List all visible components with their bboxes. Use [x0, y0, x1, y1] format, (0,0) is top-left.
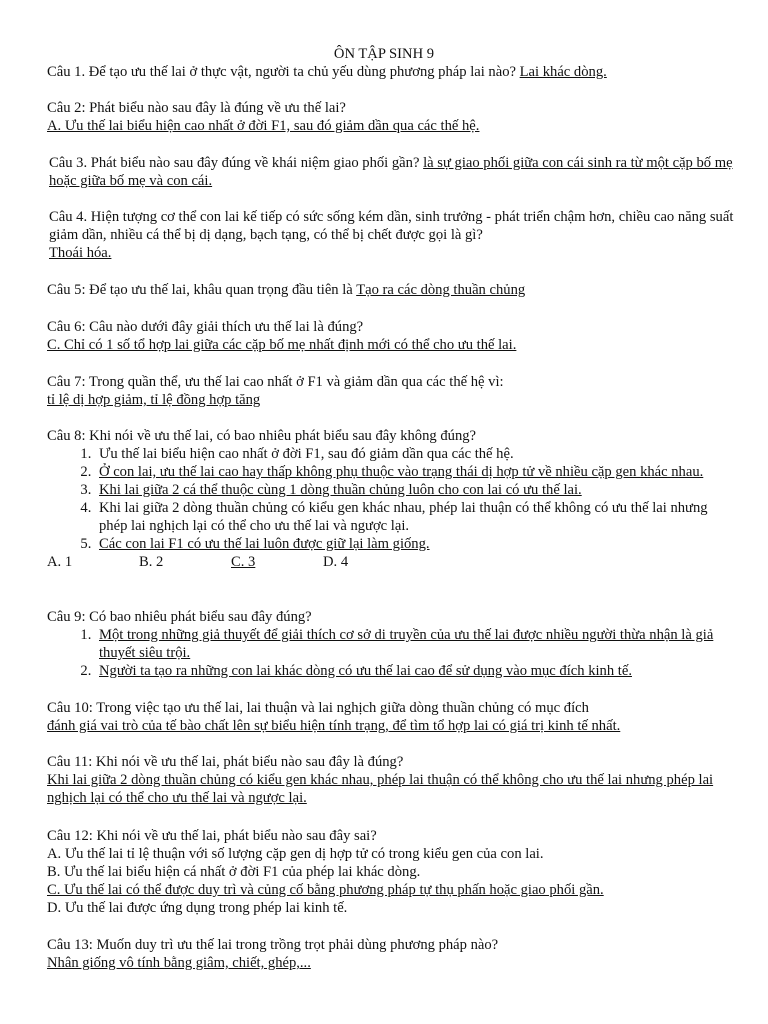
- statement-list: [47, 445, 737, 553]
- answer-text: là sự giao phối giữa con cái sinh ra từ một cặp bố mẹ hoặc giữa bố mẹ và con cái.: [49, 155, 733, 189]
- option-b: B. Ưu thế lai biểu hiện cá nhất ở đời F1 của phép lai khác dòng.: [47, 864, 421, 880]
- question-1: [47, 63, 737, 81]
- question-text: Câu 1. Để tạo ưu thế lai ở thực vật, người ta chủ yếu dùng phương pháp lai nào?: [47, 64, 516, 80]
- statement-item: 1. Một trong những giả thuyết để giải thích cơ sở di truyền của ưu thế lai được nhiều người thừa nhận là giả thuyết siêu trội.: [95, 626, 737, 662]
- question-text: Câu 4. Hiện tượng cơ thể con lai kế tiếp có sức sống kém dần, sinh trưởng - phát triển chậm hơn, chiều cao năng suất giảm dần, nhiều cá thể bị dị dạng, bạch tạng, có thể bị chết được gọi là gì?: [49, 209, 734, 243]
- question-4: [49, 208, 739, 262]
- question-5: [47, 281, 737, 299]
- question-6: [47, 318, 737, 354]
- question-text: Câu 10: Trong việc tạo ưu thế lai, lai thuận và lai nghịch giữa dòng thuần chủng có mục đích: [47, 700, 589, 716]
- answer-text: đánh giá vai trò của tế bào chất lên sự biểu hiện tính trạng, để tìm tổ hợp lai có giá trị kinh tế nhất.: [47, 718, 621, 734]
- question-7: [47, 373, 737, 409]
- question-text: Câu 3. Phát biểu nào sau đây đúng về khái niệm giao phối gần?: [49, 155, 420, 171]
- answer-text: A. Ưu thế lai biểu hiện cao nhất ở đời F1, sau đó giảm dần qua các thế hệ.: [47, 118, 480, 134]
- statement-item: 4. Khi lai giữa 2 dòng thuần chủng có kiểu gen khác nhau, phép lai thuận có thể không có ưu thế lai nhưng phép lai nghịch lại có thể cho ưu thế lai và ngược lại.: [95, 499, 737, 535]
- option-a: A. 1: [47, 554, 73, 570]
- statement-item: 2. Người ta tạo ra những con lai khác dòng có ưu thế lai cao để sử dụng vào mục đích kinh tế.: [95, 662, 737, 680]
- answer-text: Tạo ra các dòng thuần chủng: [356, 282, 526, 298]
- answer-text: Thoái hóa.: [49, 245, 112, 261]
- question-text: Câu 9: Có bao nhiêu phát biểu sau đây đúng?: [47, 609, 312, 625]
- question-text: Câu 12: Khi nói về ưu thế lai, phát biểu nào sau đây sai?: [47, 828, 377, 844]
- answer-text: Lai khác dòng.: [519, 64, 607, 80]
- question-text: Câu 2: Phát biểu nào sau đây là đúng về ưu thế lai?: [47, 100, 346, 116]
- question-2: [47, 99, 737, 135]
- answer-text: Khi lai giữa 2 dòng thuần chủng có kiểu gen khác nhau, phép lai thuận có thể không cho ưu thế lai nhưng phép lai nghịch lại có thể cho ưu thế lai và ngược lại.: [47, 772, 714, 806]
- statement-item: 5. Các con lai F1 có ưu thế lai luôn được giữ lại làm giống.: [95, 535, 737, 553]
- question-8: [47, 427, 737, 571]
- question-10: [47, 699, 737, 735]
- question-text: Câu 7: Trong quần thể, ưu thế lai cao nhất ở F1 và giảm dần qua các thế hệ vì:: [47, 374, 504, 390]
- option-a: A. Ưu thế lai tỉ lệ thuận với số lượng cặp gen dị hợp tử có trong kiểu gen của con lai.: [47, 846, 544, 862]
- question-text: Câu 8: Khi nói về ưu thế lai, có bao nhiêu phát biểu sau đây không đúng?: [47, 428, 477, 444]
- option-b: B. 2: [139, 554, 164, 570]
- answer-options: [47, 553, 737, 571]
- question-13: [47, 936, 737, 972]
- statement-list: [47, 626, 737, 680]
- statement-item: 2. Ở con lai, ưu thế lai cao hay thấp không phụ thuộc vào trạng thái dị hợp tử về nhiều cặp gen khác nhau.: [95, 463, 737, 481]
- question-text: Câu 6: Câu nào dưới đây giải thích ưu thế lai là đúng?: [47, 319, 364, 335]
- question-9: [47, 608, 737, 680]
- question-text: Câu 11: Khi nói về ưu thế lai, phát biểu nào sau đây là đúng?: [47, 754, 404, 770]
- answer-text: Nhân giống vô tính bằng giâm, chiết, ghép,...: [47, 955, 311, 971]
- option-c: C. Ưu thế lai có thể được duy trì và củng cố bằng phương pháp tự thụ phấn hoặc giao phối gần.: [47, 882, 604, 898]
- statement-item: 3. Khi lai giữa 2 cá thể thuộc cùng 1 dòng thuần chủng luôn cho con lai có ưu thế lai.: [95, 481, 737, 499]
- question-text: Câu 13: Muốn duy trì ưu thế lai trong trồng trọt phải dùng phương pháp nào?: [47, 937, 499, 953]
- statement-item: 1. Ưu thế lai biểu hiện cao nhất ở đời F1, sau đó giảm dần qua các thế hệ.: [95, 445, 737, 463]
- option-d: D. Ưu thế lai được ứng dụng trong phép lai kinh tế.: [47, 900, 348, 916]
- answer-text: tỉ lệ dị hợp giảm, tỉ lệ đồng hợp tăng: [47, 392, 261, 408]
- answer-text: C. Chỉ có 1 số tổ hợp lai giữa các cặp bố mẹ nhất định mới có thể cho ưu thế lai.: [47, 337, 517, 353]
- option-c: C. 3: [231, 554, 256, 570]
- page-title: ÔN TẬP SINH 9: [333, 46, 435, 62]
- option-d: D. 4: [323, 554, 349, 570]
- question-text: Câu 5: Để tạo ưu thế lai, khâu quan trọng đầu tiên là: [47, 282, 353, 298]
- question-11: [47, 753, 737, 807]
- question-12: [47, 827, 737, 917]
- question-3: [49, 154, 739, 190]
